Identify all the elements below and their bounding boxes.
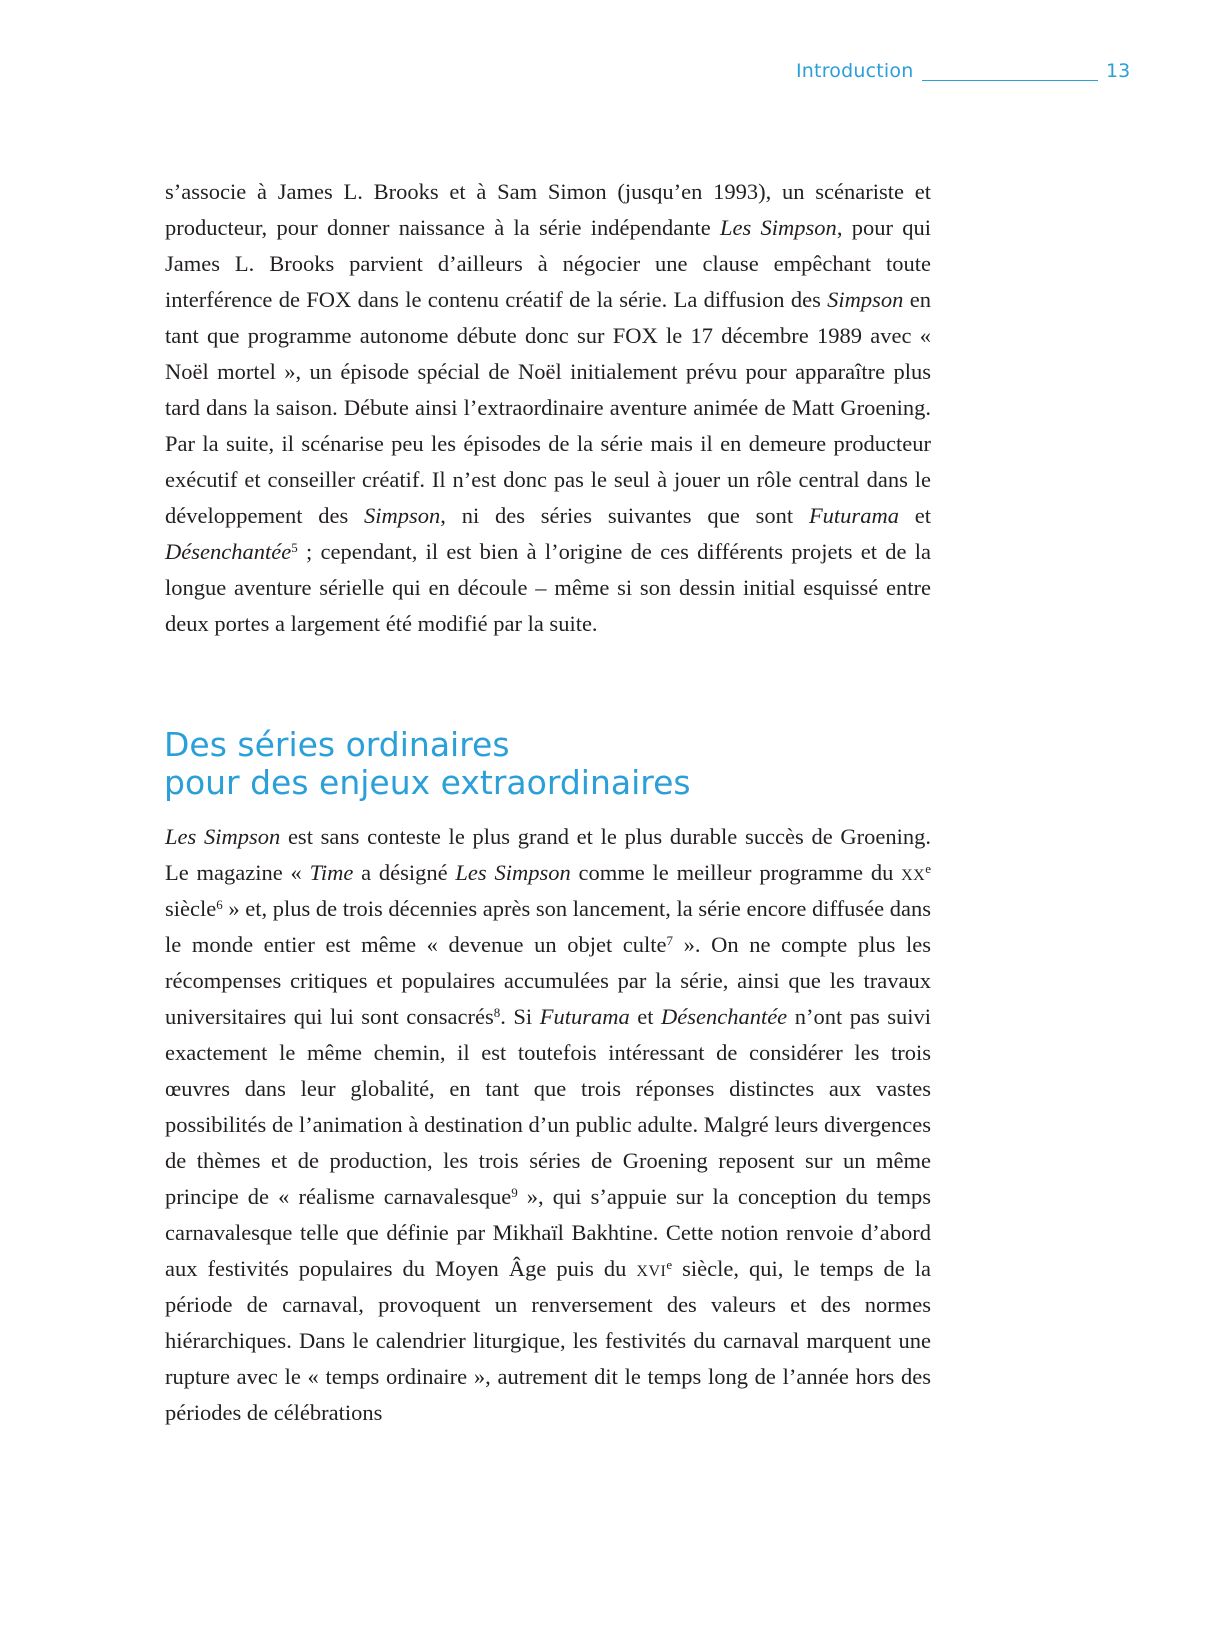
century-numeral: xvi xyxy=(636,1256,667,1281)
italic-title: Les Simpson xyxy=(720,215,837,240)
text-run: n’ont pas suivi exactement le même chemin, il est toutefois intéressant de considérer les trois œuvres dans leur globalité, en tant que trois réponses distinctes aux vastes possibilités de l’animation à destination d’un public adulte. Malgré leurs divergences de thèmes et de production, les trois séries de Groening reposent sur un même principe de « réalisme carnavalesque xyxy=(165,1004,931,1209)
running-header-section-title: Introduction xyxy=(796,60,914,82)
italic-title: Simpson xyxy=(827,287,904,312)
section-heading-line-2: pour des enjeux extraordinaires xyxy=(164,763,691,802)
footnote-ref-7: 7 xyxy=(666,932,674,948)
text-run: , pour qui James L. Brooks parvient d’ailleurs à négocier une clause empêchant toute interférence de FOX dans le contenu créatif de la série. La diffusion des xyxy=(165,215,931,312)
header-rule xyxy=(922,80,1098,81)
footnote-ref-6: 6 xyxy=(216,896,223,912)
italic-title: Futurama xyxy=(808,503,899,528)
footnote-ref-9: 9 xyxy=(511,1184,518,1200)
text-run: est sans conteste le plus grand et le plus durable succès de Groening. Le magazine « xyxy=(165,824,931,885)
italic-title: Les Simpson xyxy=(455,860,571,885)
section-heading-line-1: Des séries ordinaires xyxy=(164,725,510,764)
italic-title: Simpson xyxy=(364,503,441,528)
text-run: en tant que programme autonome débute donc sur FOX le 17 décembre 1989 avec « Noël mortel », un épisode spécial de Noël initialement prévu pour apparaître plus tard dans la saison. Débute ainsi l’extraordinaire aventure animée de Matt Groening. Par la suite, il scénarise peu les épisodes de la série mais il en demeure producteur exécutif et conseiller créatif. Il n’est donc pas le seul à jouer un rôle central dans le développement des xyxy=(165,287,931,528)
italic-title: Désenchantée xyxy=(165,539,292,564)
italic-title: Futurama xyxy=(539,1004,630,1029)
text-run: . Si xyxy=(500,1004,540,1029)
text-run: ; cependant, il est bien à l’origine de ces différents projets et de la longue aventure sérielle qui en découle – même si son dessin initial esquissé entre deux portes a largement été modifié par la suite. xyxy=(165,539,931,636)
superscript-e: e xyxy=(666,1256,673,1272)
footnote-ref-5: 5 xyxy=(291,539,298,555)
running-header xyxy=(796,58,1136,90)
text-run: siècle xyxy=(165,896,217,921)
text-run: », qui s’appuie sur la conception du temps carnavalesque telle que définie par Mikhaïl Bakhtine. Cette notion renvoie d’abord aux festivités populaires du Moyen Âge puis du xyxy=(165,1184,932,1281)
footnote-ref-8: 8 xyxy=(493,1004,501,1020)
text-run: comme le meilleur programme du xyxy=(570,860,902,885)
italic-title: Les Simpson xyxy=(165,824,281,849)
italic-title: Désenchantée xyxy=(660,1004,788,1029)
section-heading xyxy=(164,726,964,802)
text-run: , ni des séries suivantes que sont xyxy=(440,503,809,528)
body-paragraph-1 xyxy=(165,174,931,642)
superscript-e: e xyxy=(925,860,932,876)
body-paragraph-2 xyxy=(165,819,931,1431)
text-run: » et, plus de trois décennies après son lancement, la série encore diffusée dans le monde entier est même « devenue un objet culte xyxy=(165,896,931,957)
text-run: et xyxy=(629,1004,661,1029)
text-run: s’associe à James L. Brooks et à Sam Simon (jusqu’en 1993), un scénariste et producteur, pour donner naissance à la série indépendante xyxy=(165,179,931,240)
text-run: et xyxy=(898,503,931,528)
text-run: a désigné xyxy=(353,860,456,885)
italic-title: Time xyxy=(309,860,354,885)
text-run: siècle, qui, le temps de la période de carnaval, provoquent un renversement des valeurs et des normes hiérarchiques. Dans le calendrier liturgique, les festivités du carnaval marquent une rupture avec le « temps ordinaire », autrement dit le temps long de l’année hors des périodes de célébrations xyxy=(165,1256,931,1425)
century-numeral: xx xyxy=(901,860,926,885)
text-run: ». On ne compte plus les récompenses critiques et populaires accumulées par la série, ainsi que les travaux universitaires qui lui sont consacrés xyxy=(165,932,931,1029)
page-number: 13 xyxy=(1106,60,1131,82)
